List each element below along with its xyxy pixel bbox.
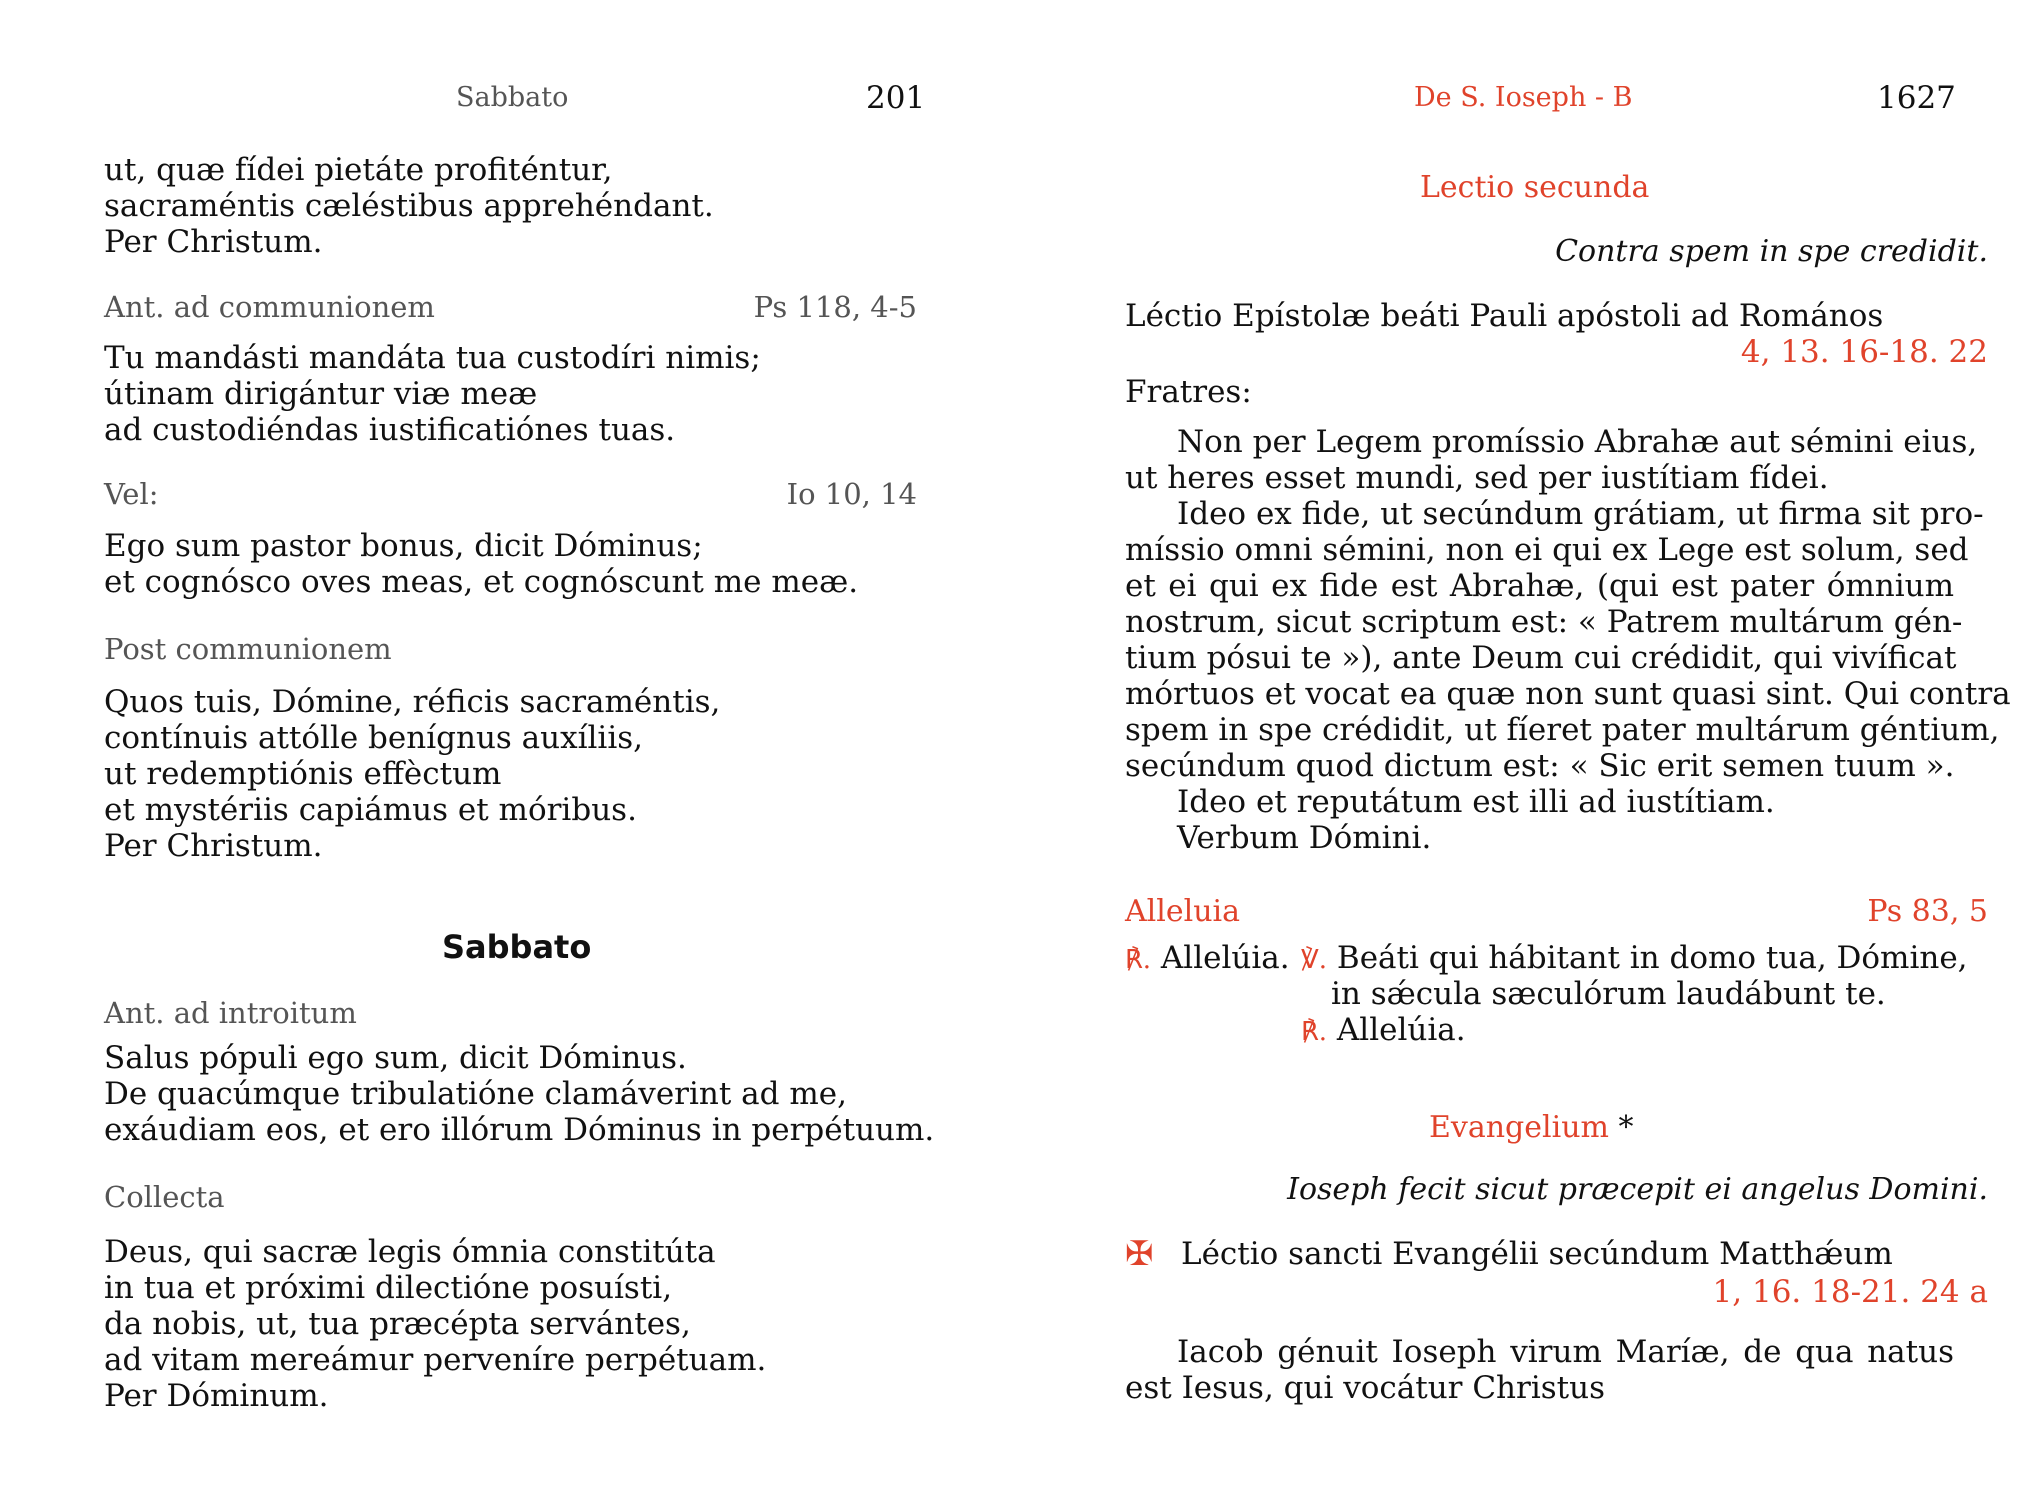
lectio-motto: Contra spem in spe credidit. bbox=[1555, 234, 1988, 269]
versicle-text: Beáti qui hábitant in domo tua, Dómine, bbox=[1336, 940, 1968, 976]
cross-icon: ✠ bbox=[1125, 1234, 1154, 1274]
alleluia-response bbox=[1125, 940, 1290, 978]
text-line: Quos tuis, Dómine, réficis sacraméntis, bbox=[104, 684, 721, 720]
text-line: ad vitam mereámur perveníre perpétuam. bbox=[104, 1342, 767, 1378]
page-number: 1627 bbox=[1877, 80, 1956, 116]
text-line: Ego sum pastor bonus, dicit Dóminus; bbox=[104, 528, 703, 564]
text-line: De quacúmque tribulatióne clamáverint ad me, bbox=[104, 1076, 847, 1112]
text-line: in sǽcula sæculórum laudábunt te. bbox=[1331, 976, 1886, 1012]
rubric-label: Vel: bbox=[104, 477, 159, 511]
rubric-label: Ant. ad communionem bbox=[104, 290, 435, 324]
text-line: Deus, qui sacræ legis ómnia constitúta bbox=[104, 1234, 716, 1270]
text-line: contínuis attólle benígnus auxíliis, bbox=[104, 720, 644, 756]
right-page bbox=[1011, 0, 2022, 1500]
rubric-label: Ant. ad introitum bbox=[104, 996, 357, 1030]
evangelium-motto: Ioseph fecit sicut præcepit ei angelus Domini. bbox=[1287, 1172, 1988, 1207]
text-line: Salus pópuli ego sum, dicit Dóminus. bbox=[104, 1040, 687, 1076]
text-line: Per Dóminum. bbox=[104, 1378, 329, 1414]
evangelium-heading bbox=[1429, 1110, 1634, 1146]
alleluia-response bbox=[1301, 1012, 1466, 1050]
text-line: Ideo et reputátum est illi ad iustítiam. bbox=[1177, 784, 1775, 820]
rubric-label: Post communionem bbox=[104, 632, 392, 666]
text-line: est Iesus, qui vocátur Christus bbox=[1125, 1370, 1606, 1406]
rubric-label: Collecta bbox=[104, 1180, 225, 1214]
response-text: Allelúia. bbox=[1336, 1012, 1466, 1048]
text-line: Verbum Dómini. bbox=[1177, 820, 1432, 856]
text-line: ut redemptiónis effèctum bbox=[104, 756, 502, 792]
text-line: Ideo ex fide, ut secúndum grátiam, ut firma sit pro- bbox=[1177, 496, 1984, 532]
text-line: et cognósco oves meas, et cognóscunt me meæ. bbox=[104, 564, 859, 600]
evangelium-star: * bbox=[1618, 1110, 1634, 1145]
running-header: Sabbato bbox=[456, 82, 569, 113]
text-line: exáudiam eos, et ero illórum Dóminus in perpétuum. bbox=[104, 1112, 935, 1148]
text-line: Per Christum. bbox=[104, 828, 323, 864]
page-number: 201 bbox=[866, 80, 926, 116]
response-symbol: ℟. bbox=[1301, 1017, 1328, 1047]
text-line: ut, quæ fídei pietáte profiténtur, bbox=[104, 152, 613, 188]
text-line: Tu mandásti mandáta tua custodíri nimis; bbox=[104, 340, 761, 376]
text-line: et ei qui ex fide est Abrahæ, (qui est pater ómnium bbox=[1125, 568, 1954, 604]
text-line: míssio omni sémini, non ei qui ex Lege est solum, sed bbox=[1125, 532, 1969, 568]
text-line: et mystériis capiámus et móribus. bbox=[104, 792, 637, 828]
response-symbol: ℟. bbox=[1125, 945, 1152, 975]
text-line: ad custodiéndas iustificatiónes tuas. bbox=[104, 412, 676, 448]
text-line: mórtuos et vocat ea quæ non sunt quasi sint. Qui contra bbox=[1125, 676, 2011, 712]
text-line: spem in spe crédidit, ut fíeret pater multárum géntium, bbox=[1125, 712, 2000, 748]
lectio-label: Lectio secunda bbox=[1420, 170, 1650, 205]
scripture-reference: 1, 16. 18-21. 24 a bbox=[1712, 1274, 1988, 1310]
alleluia-versicle bbox=[1301, 940, 1968, 978]
text-line: secúndum quod dictum est: « Sic erit semen tuum ». bbox=[1125, 748, 1955, 784]
text-line: in tua et próximi dilectióne posuísti, bbox=[104, 1270, 673, 1306]
text-line: tium pósui te »), ante Deum cui crédidit, qui vivíficat bbox=[1125, 640, 1957, 676]
alleluia-label: Alleluia bbox=[1125, 894, 1241, 929]
evangelium-label: Evangelium bbox=[1429, 1110, 1609, 1145]
evangelium-title: Léctio sancti Evangélii secúndum Matthǽum bbox=[1181, 1236, 1893, 1272]
scripture-reference: Io 10, 14 bbox=[786, 477, 917, 511]
text-line: útinam dirigántur viæ meæ bbox=[104, 376, 538, 412]
text-line: Fratres: bbox=[1125, 374, 1252, 410]
text-line: Per Christum. bbox=[104, 224, 323, 260]
scripture-reference: 4, 13. 16-18. 22 bbox=[1740, 334, 1988, 370]
text-line: Iacob génuit Ioseph virum Maríæ, de qua natus bbox=[1177, 1334, 1954, 1370]
scripture-reference: Ps 118, 4-5 bbox=[753, 290, 917, 324]
scripture-reference: Ps 83, 5 bbox=[1867, 894, 1988, 929]
text-line: da nobis, ut, tua præcépta servántes, bbox=[104, 1306, 691, 1342]
response-text: Allelúia. bbox=[1160, 940, 1290, 976]
running-header: De S. Ioseph - B bbox=[1414, 82, 1633, 113]
text-line: ut heres esset mundi, sed per iustítiam fídei. bbox=[1125, 460, 1829, 496]
text-line: nostrum, sicut scriptum est: « Patrem multárum gén- bbox=[1125, 604, 1963, 640]
text-line: Non per Legem promíssio Abrahæ aut sémini eius, bbox=[1177, 424, 1978, 460]
section-title: Sabbato bbox=[442, 928, 592, 966]
lectio-title: Léctio Epístolæ beáti Pauli apóstoli ad Romános bbox=[1125, 298, 1884, 334]
text-line: sacraméntis cæléstibus apprehéndant. bbox=[104, 188, 714, 224]
versicle-symbol: ℣. bbox=[1301, 945, 1328, 975]
